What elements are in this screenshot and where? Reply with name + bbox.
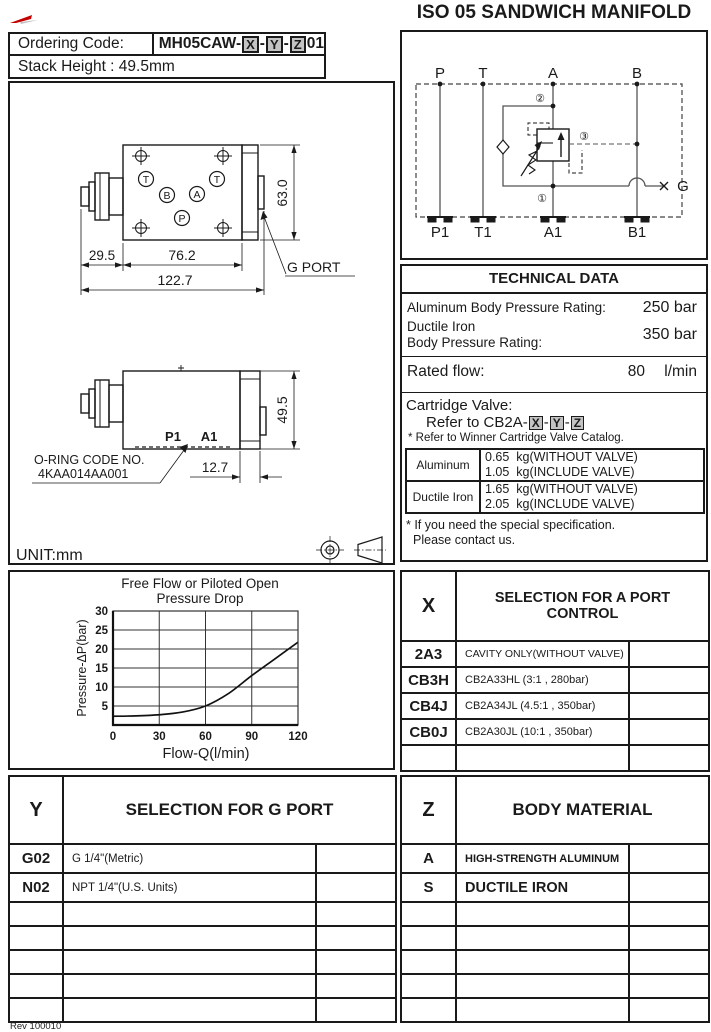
top-view-gport-tab: [258, 176, 264, 209]
table-row: [9, 974, 396, 998]
material-cell: Ductile Iron: [406, 481, 480, 513]
table-row: [401, 719, 709, 745]
chart-canvas: [10, 572, 393, 768]
marker-2: ②: [535, 93, 545, 105]
ordering-code-block: [8, 32, 326, 79]
side-view-body: [123, 371, 240, 449]
desc-cell: [456, 902, 629, 926]
desc-cell: [63, 950, 316, 974]
dim-49-5: 49.5: [274, 396, 290, 424]
weight-include: 1.05 kg(INCLUDE VALVE): [485, 465, 635, 479]
code-cell: [401, 902, 456, 926]
cartridge-valve-note: [402, 393, 706, 444]
code-cell: [9, 926, 63, 950]
ductile-rating-value: 350 bar: [642, 326, 697, 343]
aluminum-rating-label: Aluminum Body Pressure Rating:: [407, 300, 606, 315]
code-cell: G02: [9, 844, 63, 873]
table-row: [9, 844, 396, 873]
desc-cell: CAVITY ONLY(WITHOUT VALVE): [456, 641, 629, 667]
code-cell: [401, 998, 456, 1022]
weight-cell: [480, 481, 704, 513]
top-port-b: B: [163, 190, 171, 202]
empty-cell: [629, 873, 709, 902]
chart-subtitle: Pressure Drop: [156, 591, 244, 606]
desc-cell: [456, 926, 629, 950]
unit-note: UNIT:mm: [16, 547, 83, 563]
check-valve-icon: [497, 140, 509, 154]
desc-cell: [63, 974, 316, 998]
code-cell: CB0J: [401, 719, 456, 745]
table-header-row: [9, 776, 396, 844]
code-z-box: Z: [290, 36, 306, 53]
table-row: [401, 974, 709, 998]
cartridge-sep: -: [564, 414, 570, 431]
technical-data-panel: [400, 264, 708, 562]
empty-cell: [316, 974, 396, 998]
table-row: [401, 902, 709, 926]
table-row: [9, 926, 396, 950]
y-axis-label: Pressure-ΔP(bar): [75, 619, 89, 717]
empty-cell: [629, 974, 709, 998]
table-row: [401, 844, 709, 873]
g-port-selection-table: [8, 775, 397, 1023]
tick-label: 120: [288, 731, 308, 743]
cartridge-prefix: Refer to CB2A-: [426, 414, 528, 431]
port-label-a: A: [547, 65, 559, 82]
rated-flow-value: 80: [627, 363, 645, 380]
table-key: Y: [9, 776, 63, 844]
empty-cell: [629, 998, 709, 1022]
table-row: [406, 481, 704, 513]
cartridge-sep: -: [543, 414, 549, 431]
schematic-drawing: [402, 32, 706, 258]
desc-cell: [456, 950, 629, 974]
port-label-t: T: [478, 65, 488, 82]
side-label-p1: P1: [165, 429, 181, 444]
empty-cell: [316, 902, 396, 926]
mechanical-drawing: [10, 83, 393, 563]
code-cell: N02: [9, 873, 63, 902]
ordering-code-label: Ordering Code:: [10, 34, 154, 54]
cartridge-x-box: X: [529, 416, 543, 430]
empty-cell: [316, 873, 396, 902]
table-header: SELECTION FOR A PORT CONTROL: [456, 571, 709, 641]
chart-title: Free Flow or Piloted Open: [121, 576, 279, 591]
desc-cell: [456, 998, 629, 1022]
code-sep: -: [283, 35, 289, 52]
special-spec-footnote: [402, 514, 706, 548]
x-axis-label: Flow-Q(l/min): [162, 746, 250, 762]
desc-cell: [63, 926, 316, 950]
port-label-b: B: [631, 65, 643, 82]
footer-revision: Rev 100010: [10, 1021, 62, 1032]
tick-label: 20: [95, 644, 108, 656]
desc-cell: NPT 1/4"(U.S. Units): [63, 873, 316, 902]
tick-label: 0: [109, 731, 117, 743]
top-port-t-left: T: [142, 174, 150, 186]
ordering-code-row: [8, 32, 326, 56]
footnote-line2: Please contact us.: [413, 533, 516, 547]
code-cell: [401, 745, 456, 771]
desc-cell: G 1/4"(Metric): [63, 844, 316, 873]
tick-label: 25: [95, 625, 108, 637]
table-row: [401, 926, 709, 950]
g-port-callout: G PORT: [287, 259, 341, 275]
empty-cell: [629, 844, 709, 873]
adjuster-knob-side: [81, 380, 123, 427]
table-row: [401, 693, 709, 719]
code-cell: [9, 902, 63, 926]
pressure-drop-chart: [8, 570, 395, 770]
tick-label: 5: [101, 701, 108, 713]
side-view-plate: [240, 371, 260, 449]
weight-without: 0.65 kg(WITHOUT VALVE): [485, 450, 638, 464]
cartridge-refer-line: [406, 414, 702, 431]
desc-cell: CB2A33HL (3:1 , 280bar): [456, 667, 629, 693]
empty-cell: [316, 950, 396, 974]
table-key: X: [401, 571, 456, 641]
rated-flow-unit: l/min: [664, 363, 697, 380]
code-cell: CB4J: [401, 693, 456, 719]
table-row: [401, 950, 709, 974]
desc-cell: HIGH-STRENGTH ALUMINUM: [456, 844, 629, 873]
dim-12-7: 12.7: [201, 460, 229, 475]
table-row: [9, 873, 396, 902]
table-key: Z: [401, 776, 456, 844]
ductile-rating-label: [407, 319, 643, 351]
port-pads: [427, 217, 650, 222]
port-label-t1: T1: [474, 224, 492, 241]
top-port-t-right: T: [213, 174, 221, 186]
cartridge-valve-body: [537, 129, 569, 161]
tick-label: 30: [95, 606, 108, 618]
empty-cell: [629, 693, 709, 719]
code-cell: A: [401, 844, 456, 873]
tick-label: 60: [199, 731, 212, 743]
weight-without: 1.65 kg(WITHOUT VALVE): [485, 482, 638, 496]
hydraulic-schematic: [400, 30, 708, 260]
footnote-line1: * If you need the special specification.: [406, 518, 616, 532]
cartridge-catalog-note: * Refer to Winner Cartridge Valve Catalog.: [408, 432, 624, 444]
empty-cell: [316, 844, 396, 873]
code-cell: S: [401, 873, 456, 902]
port-label-b1: B1: [627, 224, 647, 241]
code-cell: [401, 950, 456, 974]
aluminum-rating-value: 250 bar: [642, 299, 697, 316]
tick-label: 15: [95, 663, 108, 675]
chart-plot-area: [95, 606, 307, 743]
table-header-row: [401, 776, 709, 844]
rated-flow-label: Rated flow:: [407, 363, 485, 380]
table-row: [401, 667, 709, 693]
dim-29-5: 29.5: [88, 248, 116, 263]
code-cell: 2A3: [401, 641, 456, 667]
a-port-control-table: [400, 570, 710, 772]
oring-note-line1: O-RING CODE NO.: [34, 453, 145, 467]
weight-include: 2.05 kg(INCLUDE VALVE): [485, 497, 635, 511]
table-row: [9, 998, 396, 1022]
empty-cell: [629, 641, 709, 667]
projection-symbol-icon: [316, 536, 386, 563]
desc-cell: DUCTILE IRON: [456, 873, 629, 902]
code-suffix: 01: [306, 35, 324, 52]
side-label-a1: A1: [200, 429, 218, 444]
pilot-dashed-bottom: [569, 150, 582, 173]
tick-label: 30: [152, 731, 166, 743]
code-cell: [401, 926, 456, 950]
gauge-line: [553, 178, 664, 186]
gauge-port-label: G: [677, 178, 689, 195]
empty-cell: [316, 998, 396, 1022]
rated-flow-row: [402, 357, 706, 387]
cartridge-y-box: Y: [550, 416, 564, 430]
code-prefix: MH05CAW-: [158, 35, 242, 52]
weight-table: [405, 448, 705, 514]
empty-cell: [316, 926, 396, 950]
top-port-a: A: [193, 189, 201, 201]
desc-cell: [63, 998, 316, 1022]
port-label-p1: P1: [430, 224, 450, 241]
code-sep: -: [259, 35, 265, 52]
dim-63-0: 63.0: [274, 179, 290, 207]
code-cell: [401, 974, 456, 998]
tick-label: 10: [95, 682, 108, 694]
cartridge-z-box: Z: [571, 416, 584, 430]
brand-logo-fragment: [10, 14, 40, 26]
tick-label: 90: [245, 731, 259, 743]
empty-cell: [629, 950, 709, 974]
code-x-box: X: [242, 36, 259, 53]
port-label-a1: A1: [543, 224, 563, 241]
ductile-label-line2: Body Pressure Rating:: [407, 335, 543, 350]
center-mark: [178, 365, 184, 371]
table-row: [9, 950, 396, 974]
ordering-code-value: [154, 35, 324, 53]
empty-cell: [629, 902, 709, 926]
table-row: [401, 745, 709, 771]
code-cell: [9, 950, 63, 974]
body-material-table: [400, 775, 710, 1023]
port-label-p: P: [434, 65, 446, 82]
code-y-box: Y: [266, 36, 283, 53]
weight-cell: [480, 449, 704, 481]
top-view-plate: [242, 145, 258, 240]
oring-note-line2: 4KAA014AA001: [38, 467, 129, 481]
table-row: [9, 902, 396, 926]
ductile-label-line1: Ductile Iron: [407, 319, 476, 334]
table-row: [401, 998, 709, 1022]
marker-1: ①: [537, 193, 547, 205]
table-header: BODY MATERIAL: [456, 776, 709, 844]
desc-cell: CB2A34JL (4.5:1 , 350bar): [456, 693, 629, 719]
empty-cell: [629, 719, 709, 745]
page-title: ISO 05 SANDWICH MANIFOLD: [416, 2, 692, 23]
desc-cell: [63, 902, 316, 926]
empty-cell: [629, 667, 709, 693]
table-row: [401, 641, 709, 667]
adjuster-knob-top: [81, 173, 123, 220]
dim-122-7: 122.7: [157, 272, 193, 288]
code-cell: [9, 974, 63, 998]
marker-3: ③: [579, 131, 589, 143]
side-view-gport-tab: [260, 407, 266, 435]
desc-cell: CB2A30JL (10:1 , 350bar): [456, 719, 629, 745]
table-row: [401, 873, 709, 902]
stack-height-row: Stack Height : 49.5mm: [8, 56, 326, 79]
table-row: [406, 449, 704, 481]
material-cell: Aluminum: [406, 449, 480, 481]
empty-cell: [629, 926, 709, 950]
top-port-p: P: [178, 213, 186, 225]
cartridge-title: Cartridge Valve:: [406, 397, 513, 414]
empty-cell: [629, 745, 709, 771]
table-header-row: [401, 571, 709, 641]
code-cell: [9, 998, 63, 1022]
desc-cell: [456, 974, 629, 998]
code-cell: CB3H: [401, 667, 456, 693]
dim-76-2: 76.2: [168, 247, 196, 263]
desc-cell: [456, 745, 629, 771]
dimension-drawings: [8, 81, 395, 565]
table-header: SELECTION FOR G PORT: [63, 776, 396, 844]
technical-data-title: TECHNICAL DATA: [402, 266, 706, 294]
